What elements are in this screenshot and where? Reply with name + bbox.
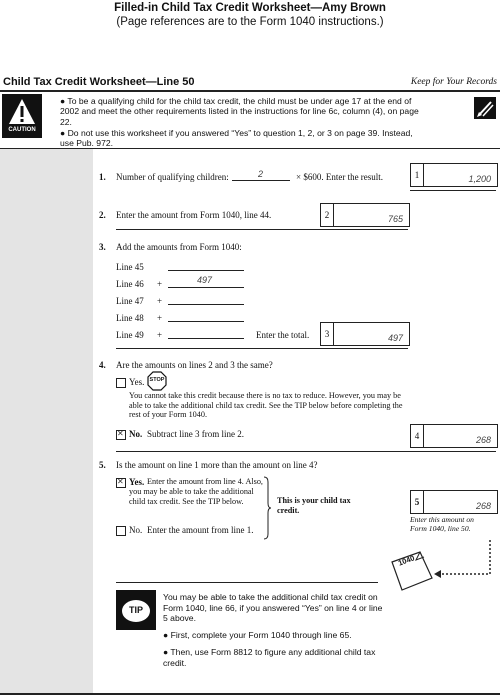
bottom-rule [0, 693, 500, 695]
line5-enter-note: Enter this amount on Form 1040, line 50. [410, 515, 474, 533]
line3-box-label: 3 [321, 323, 334, 345]
line5-result-box [410, 490, 498, 514]
line1-result-value: 1,200 [468, 174, 491, 184]
form-1040-icon [380, 538, 498, 594]
line3-row-label: Line 45 [116, 262, 144, 272]
line4-number: 4. [99, 360, 106, 370]
line1-children-value: 2 [258, 169, 264, 179]
line3-row-plus: + [157, 279, 163, 289]
line2-box-label: 2 [321, 204, 334, 226]
line2-result-box [320, 203, 410, 227]
worksheet-title: Child Tax Credit Worksheet—Line 50 [3, 76, 195, 88]
line4-question: Are the amounts on lines 2 and 3 the same? [116, 360, 273, 370]
line4-yes-label: Yes. [129, 377, 145, 387]
line4-underline [116, 451, 496, 452]
line3-row-plus: + [157, 330, 163, 340]
line1-box-label: 1 [411, 164, 424, 186]
line5-result-value: 268 [475, 501, 491, 511]
line3-result-value: 497 [387, 333, 403, 343]
line3-row-blank [168, 338, 244, 339]
line5-yes-text: Enter the amount from line 4. Also, you may be able to take the additional child tax credit. See the TIP below. [129, 477, 263, 506]
tip-bullet-2: ● Then, use Form 8812 to figure any additional child tax credit. [163, 647, 376, 668]
line3-row-plus: + [157, 296, 163, 306]
line3-row-label: Line 46 [116, 279, 144, 289]
line5-no-checkbox[interactable] [116, 526, 126, 536]
left-margin-band [0, 149, 93, 693]
line1-text-b: × $600. Enter the result. [296, 172, 384, 182]
tip-text: You may be able to take the additional child tax credit on Form 1040, line 66, if you answered “Yes” on line 4 or line 5 above. [163, 592, 383, 623]
line4-no-label: No. [129, 429, 143, 439]
line2-underline [116, 229, 408, 230]
line1-children-blank [232, 180, 290, 181]
line5-question: Is the amount on line 1 more than the amount on line 4? [116, 460, 318, 470]
page-title: Filled-in Child Tax Credit Worksheet—Amy Brown [114, 2, 386, 14]
tip-bullet-1: ● First, complete your Form 1040 through line 65. [163, 630, 352, 640]
line5-no-text: Enter the amount from line 1. [147, 525, 254, 535]
line4-result-value: 268 [475, 435, 491, 445]
line2-result-value: 765 [387, 214, 403, 224]
line1-text: Number of qualifying children: [116, 172, 229, 182]
page-subtitle: (Page references are to the Form 1040 instructions.) [116, 16, 384, 28]
tip-panel [116, 590, 156, 630]
line3-row-blank [168, 304, 244, 305]
line3-row-plus: + [157, 313, 163, 323]
line5-underline [116, 582, 378, 583]
stop-label: STOP [149, 377, 165, 383]
line2-number: 2. [99, 210, 106, 220]
line3-row-label: Line 48 [116, 313, 144, 323]
line4-yes-text: You cannot take this credit because there is no tax to reduce. However, you may be able to take the additional child tax credit. See the TIP below before completing the rest of your Form 1040. [129, 391, 403, 420]
line3-result-box [320, 322, 410, 346]
line5-box-label: 5 [411, 491, 424, 513]
line4-yes-checkbox[interactable] [116, 378, 126, 388]
line3-text: Add the amounts from Form 1040: [116, 242, 242, 252]
line3-total-text: Enter the total. [256, 330, 310, 340]
line4-box-label: 4 [411, 425, 424, 447]
line2-text: Enter the amount from Form 1040, line 44. [116, 210, 272, 220]
title-rule [0, 90, 500, 92]
line3-row-label: Line 49 [116, 330, 144, 340]
caution-panel [2, 94, 42, 138]
line1-number: 1. [99, 172, 106, 182]
keep-note: Keep for Your Records [410, 77, 497, 87]
caution-bullet-2: ● Do not use this worksheet if you answered “Yes” to question 1, 2, or 3 on page 39. Instead, use Pub. 972. [60, 128, 413, 149]
line3-underline [116, 348, 408, 349]
line4-result-box [410, 424, 498, 448]
stop-icon [147, 371, 167, 391]
caution-label: CAUTION [8, 127, 36, 133]
line3-row-label: Line 47 [116, 296, 144, 306]
line5-yes-checkbox[interactable] [116, 478, 126, 488]
line4-no-text: Subtract line 3 from line 2. [147, 429, 244, 439]
line1-result-box [410, 163, 498, 187]
tip-label: TIP [128, 605, 143, 615]
line1-underline [410, 190, 496, 191]
line5-number: 5. [99, 460, 106, 470]
line3-row-blank [168, 287, 244, 288]
line3-row-blank [168, 321, 244, 322]
line4-no-checkbox[interactable] [116, 430, 126, 440]
form-1040-label: 1040 [396, 553, 416, 568]
line3-row-value: 497 [197, 275, 213, 285]
line5-no-label: No. [129, 525, 143, 535]
line5-credit-text: This is your child tax credit. [277, 496, 351, 515]
pencil-icon [474, 97, 496, 119]
brace [262, 476, 272, 540]
line5-yes-label: Yes. [129, 477, 145, 487]
caution-bullet-1: ● To be a qualifying child for the child tax credit, the child must be under age 17 at the end of 2002 and meet the other requirements listed in the instructions for line 6c, column (4), on page 22. [60, 96, 419, 127]
line3-row-blank [168, 270, 244, 271]
line3-number: 3. [99, 242, 106, 252]
